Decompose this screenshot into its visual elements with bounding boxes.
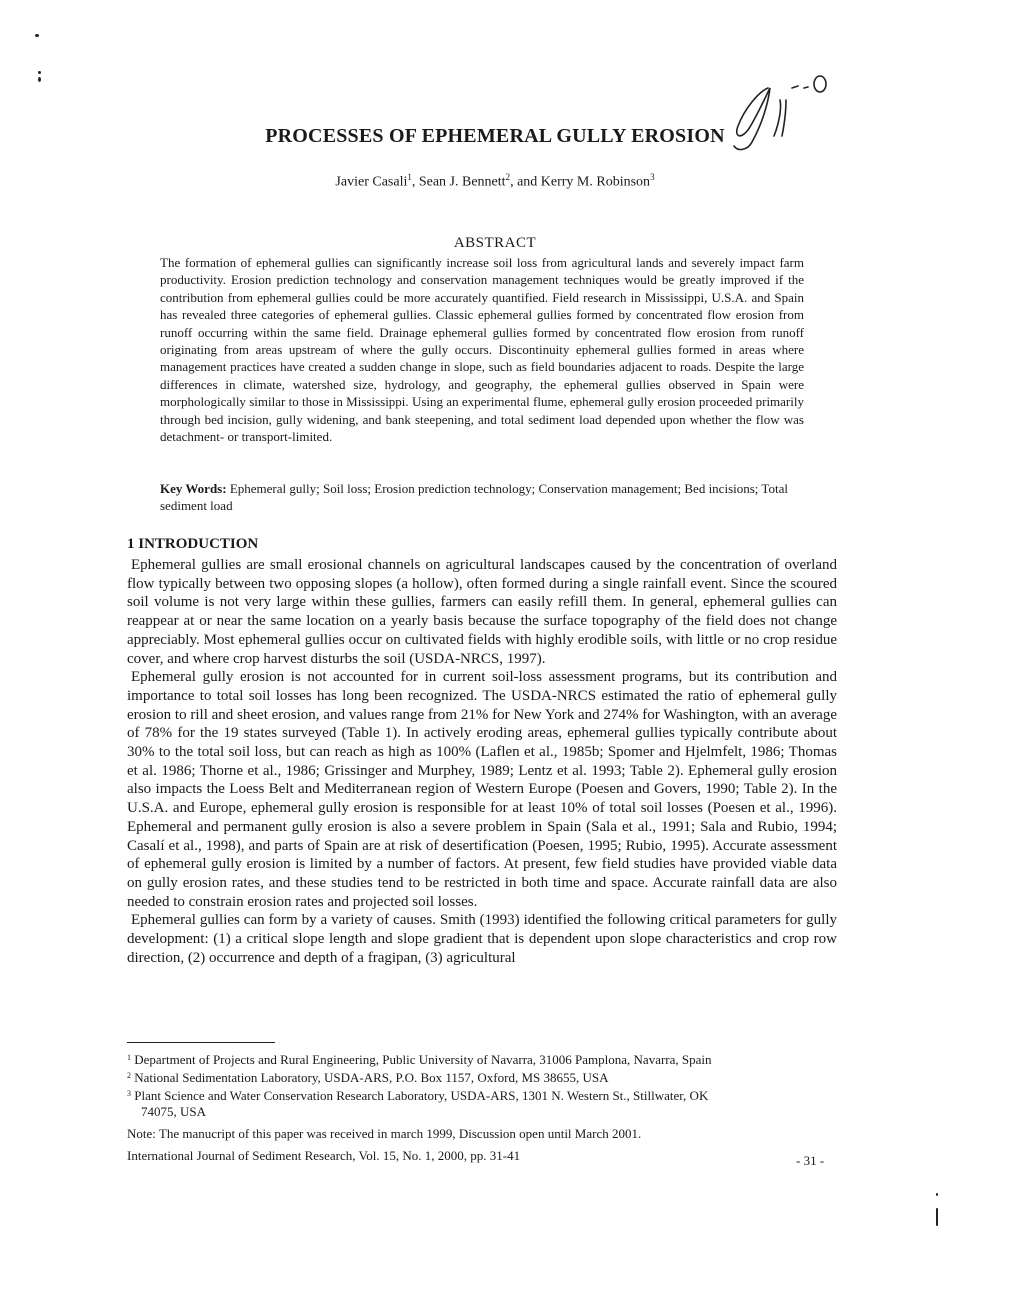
author-name: Kerry M. Robinson bbox=[540, 174, 651, 190]
author-affiliation-mark: 3 bbox=[650, 172, 655, 182]
footnote bbox=[127, 1068, 847, 1086]
author-name: Sean J. Bennett bbox=[418, 174, 506, 190]
keywords-label: Key Words: bbox=[160, 481, 227, 496]
footnote-divider bbox=[127, 1042, 275, 1043]
paper-title: PROCESSES OF EPHEMERAL GULLY EROSION bbox=[265, 125, 725, 147]
section-heading-introduction: 1 INTRODUCTION bbox=[127, 536, 259, 552]
author-name: Javier Casali bbox=[335, 174, 408, 190]
footnote bbox=[127, 1050, 847, 1068]
body-paragraph: Ephemeral gully erosion is not accounted for in current soil-loss assessment programs, but its contribution and importance to total soil losses has long been recognized. The USDA-NRCS estimated the ratio of ephemeral gully erosion to rill and sheet erosion, and values range from 21% for New York and 274% for Washington, with an average of 78% for the 19 states surveyed (Table 1). In actively eroding areas, ephemeral gullies typically contribute about 30% to the total soil loss, but can reach as high as 100% (Laflen et al., 1985b; Spomer and Hjelmfelt, 1986; Thomas et al. 1986; Thorne et al., 1986; Grissinger and Murphey, 1989; Lentz et al. 1993; Table 2). Ephemeral gully erosion also impacts the Loess Belt and Mediterranean region of Western Europe (Poesen and Govers, 1990; Table 2). In the U.S.A. and Europe, ephemeral gully erosion is responsible for at least 10% of total soil losses (Poesen et al., 1996). Ephemeral and permanent gully erosion is also a severe problem in Spain (Sala et al., 1991; Sala and Rubio, 1994; Casalí et al., 1998), and parts of Spain are at risk of desertification (Poesen, 1995; Rubio, 1995). Accurate assessment of ephemeral gully erosion is limited by a number of factors. At present, few field studies have provided viable data on gully erosion rates, and these studies tend to be restricted in both time and space. Accurate rainfall data are also needed to constrain erosion rates and projected soil losses. bbox=[127, 669, 837, 910]
footnote-mark: 3 bbox=[127, 1089, 131, 1098]
author-affiliation-mark: 2 bbox=[505, 172, 511, 182]
footnote bbox=[127, 1086, 847, 1104]
footnotes bbox=[127, 1050, 847, 1120]
footnote-mark: 2 bbox=[127, 1071, 131, 1080]
page-number: - 31 - bbox=[796, 1153, 825, 1168]
footnote-text: Plant Science and Water Conservation Research Laboratory, USDA-ARS, 1301 N. Western St., Stillwater, OK bbox=[134, 1088, 709, 1103]
journal-citation: International Journal of Sediment Research, Vol. 15, No. 1, 2000, pp. 31-41 bbox=[127, 1148, 521, 1163]
footnote-text: National Sedimentation Laboratory, USDA-ARS, P.O. Box 1157, Oxford, MS 38655, USA bbox=[134, 1070, 609, 1085]
author-separator: , and bbox=[510, 174, 541, 190]
abstract-text: The formation of ephemeral gullies can significantly increase soil loss from agricultural lands and severely impact farm productivity. Erosion prediction technology and conservation management techniques would be greatly improved if the contribution from ephemeral gullies could be more accurately quantified. Field research in Mississippi, U.S.A. and Spain has revealed three categories of ephemeral gullies. Classic ephemeral gullies formed by concentrated flow erosion from runoff occurring within the same field. Drainage ephemeral gullies formed by concentrated flow erosion from runoff originating from areas upstream of where the gully occurs. Discontinuity ephemeral gullies formed in areas where management practices have created a sudden change in slope, such as field boundaries adjacent to roads. Despite the large differences in climate, watershed size, hydrology, and geography, the ephemeral gullies observed in Spain were morphologically similar to those in Mississippi. Using an experimental flume, ephemeral gully erosion proceeded primarily through bed incision, gully widening, and bank steepening, and total sediment load depended upon whether the flow was detachment- or transport-limited. bbox=[160, 255, 804, 445]
footnote-text: Department of Projects and Rural Engineering, Public University of Navarra, 31006 Pamplona, Navarra, Spain bbox=[134, 1052, 712, 1067]
author-list bbox=[0, 172, 990, 191]
keywords-block bbox=[160, 480, 804, 514]
body-paragraph: Ephemeral gullies can form by a variety of causes. Smith (1993) identified the following critical parameters for gully development: (1) a critical slope length and slope gradient that is dependent upon slope characteristics and crop row direction, (2) occurrence and depth of a fragipan, (3) agricultural bbox=[127, 912, 837, 966]
footnote-continuation: 74075, USA bbox=[141, 1104, 207, 1119]
abstract-heading: ABSTRACT bbox=[453, 235, 537, 251]
footnote-mark: 1 bbox=[127, 1053, 131, 1062]
keywords-text: Ephemeral gully; Soil loss; Erosion prediction technology; Conservation management; Bed incisions; Total sediment load bbox=[160, 481, 788, 513]
author-affiliation-mark: 1 bbox=[407, 172, 412, 182]
author-separator: , bbox=[411, 174, 419, 190]
body-paragraph: Ephemeral gullies are small erosional channels on agricultural landscapes caused by the concentration of overland flow typically between two opposing slopes (a hollow), often formed during a single rainfall event. Since the scoured soil volume is not very large within these gullies, farmers can easily refill them. In general, ephemeral gullies can reappear at or near the same location on a yearly basis because the surface topography of the field does not change appreciably. Most ephemeral gullies occur on cultivated fields with highly erodible soils, with little or no crop residue cover, and where crop harvest disturbs the soil (USDA-NRCS, 1997). bbox=[127, 557, 837, 667]
submission-note: Note: The manucript of this paper was received in march 1999, Discussion open until March 2001. bbox=[127, 1126, 642, 1141]
body-text bbox=[127, 556, 837, 967]
